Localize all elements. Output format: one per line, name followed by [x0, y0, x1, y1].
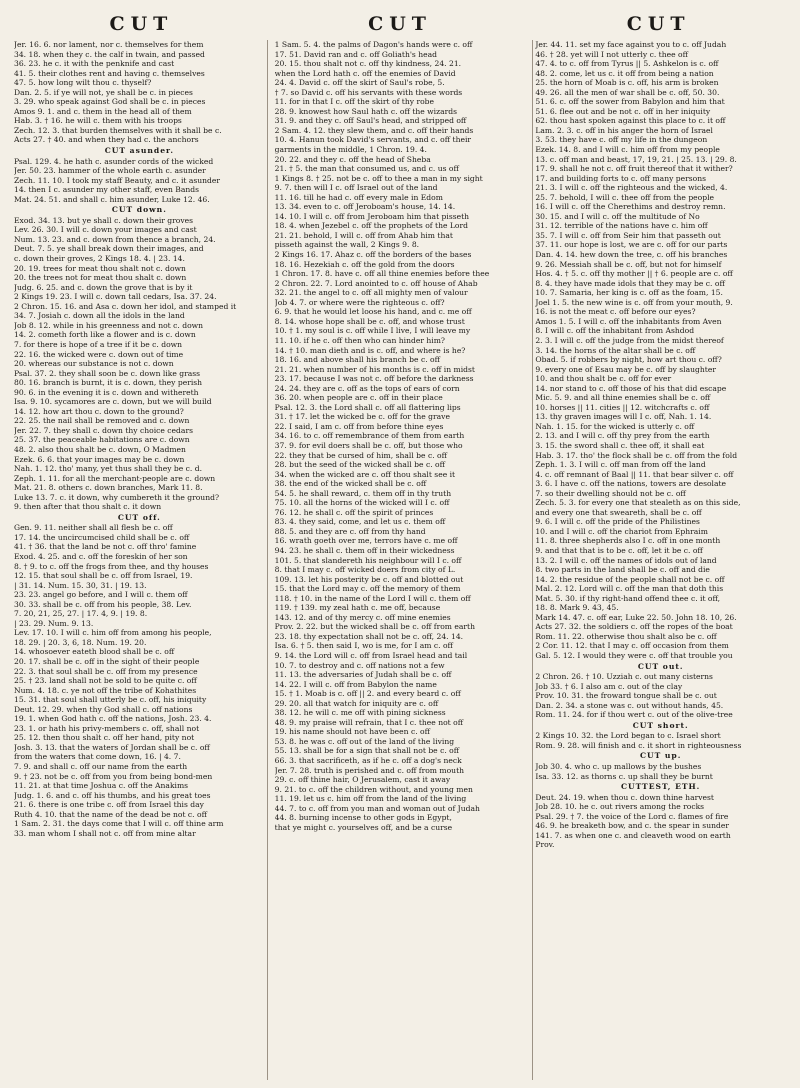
entry-line: 101. 5. that slandereth his neighbour will I c. off	[274, 555, 462, 565]
entry-line: 13. c. off man and beast, 17, 19, 21. | 25. 13. | 29. 8.	[535, 154, 737, 164]
entry-line: 17. 51. David ran and c. off Goliath's head	[274, 49, 438, 59]
entry-line: 38. 12. he will c. me off with pining sickness	[274, 708, 446, 718]
entry-line: 19. his name should not have been c. off	[274, 727, 431, 737]
entry-line: 2. 3. I will c. off the judge from the midst thereof	[535, 335, 724, 345]
entry-line: 15. † 1. Moab is c. off || 2. and every beard c. off	[274, 689, 461, 699]
entry-line: Mat. 24. 51. and shall c. him asunder, Luke 12. 46.	[14, 194, 210, 204]
entry-line: 23. 17. because I was not c. off before the darkness	[274, 374, 474, 384]
entry-line: 8. two parts in the land shall be c. off and die	[535, 565, 710, 575]
entry-line: 7. 9. and shall c. off our name from the earth	[14, 762, 188, 772]
entry-line: Num. 13. 23. and c. down from thence a branch, 24.	[14, 234, 216, 244]
entry-line: 41. 5. their clothes rent and having c. themselves	[14, 68, 205, 78]
entry-line: 3. 15. the sword shall c. thee off, it shall eat	[535, 440, 705, 450]
entry-line: 35. 7. I will c. off from Seir him that passeth out	[535, 230, 721, 240]
subheading: CUT off.	[117, 512, 161, 522]
subheading: CUT asunder.	[104, 146, 174, 156]
entry-line: 10. and thou shalt be c. off for ever	[535, 374, 672, 384]
entry-line: 20. 15. thou shalt not c. off thy kindness, 24. 21.	[274, 59, 462, 69]
entry-line: 11. for in that I c. off the skirt of thy robe	[274, 97, 435, 107]
entry-line: 25. 12. then thou shalt c. off her hand, pity not	[14, 733, 195, 743]
entry-line: 30. 15. and I will c. off the multitude of No	[535, 211, 700, 221]
entry-line: 17. and building forts to c. off many persons	[535, 173, 707, 183]
entry-line: Zech. 5. 3. for every one that stealeth as on this side,	[535, 498, 741, 508]
entry-line: 16. I will c. off the Cherethims and destroy remn.	[535, 202, 726, 212]
entry-line: Prov.	[535, 840, 555, 850]
entry-line: Job 28. 10. he c. out rivers among the rocks	[535, 802, 705, 812]
entry-line: 29. 20. all that watch for iniquity are c. off	[274, 698, 439, 708]
entry-line: 49. 26. all the men of war shall be c. off, 50. 30.	[535, 87, 720, 97]
subheading: CUT out.	[637, 661, 684, 671]
entry-line: 21. 21. behold, I will c. off from Ahab him that	[274, 230, 453, 240]
entry-line: 44. 8. burning incense to other gods in Egypt,	[274, 813, 452, 823]
entry-line: Mat. 5. 30. if thy right-hand offend thee c. it off,	[535, 593, 721, 603]
entry-line: 51. 6. c. off the sower from Babylon and him that	[535, 97, 725, 107]
entry-line: Num. 4. 18. c. ye not off the tribe of Kohathites	[14, 685, 197, 695]
entry-line: 15. that the Lord may c. off the memory of them	[274, 584, 461, 594]
entry-line: 8. I will c. off the inhabitant from Ashdod	[535, 326, 695, 336]
entry-line: 62. thou hast spoken against this place to c. it off	[535, 116, 726, 126]
entry-line: Hos. 4. † 5. c. off thy mother || † 6. people are c. off	[535, 269, 733, 279]
entry-line: 1 Chron. 17. 8. have c. off all thine enemies before thee	[274, 269, 490, 279]
entry-line: Obad. 5. if robbers by night, how art thou c. off?	[535, 355, 722, 365]
entry-line: 2 Sam. 4. 12. they slew them, and c. off their hands	[274, 125, 474, 135]
entry-line: 10. 7. Samaria, her king is c. off as the foam, 15.	[535, 288, 723, 298]
entry-line: 2. 13. and I will c. off thy prey from the earth	[535, 431, 710, 441]
entry-line: 118. † 10. in the name of the Lord I will c. them off	[274, 593, 471, 603]
entry-line: 19. 1. when God hath c. off the nations, Josh. 23. 4.	[14, 714, 212, 724]
entry-line: 143. 12. and of thy mercy c. off mine enemies	[274, 612, 451, 622]
entry-line: when the Lord hath c. off the enemies of David	[274, 68, 456, 78]
column-middle	[275, 40, 526, 1080]
entry-line: 14. † 10. man dieth and is c. off, and where is he?	[274, 345, 466, 355]
entry-line: 90. 6. in the evening it is c. down and withereth	[14, 387, 199, 397]
entry-line: Rom. 9. 28. will finish and c. it short in righteousness	[535, 740, 742, 750]
entry-line: | 23. 29. Num. 9. 13.	[14, 618, 94, 628]
entry-line: 22. 25. the nail shall be removed and c. down	[14, 416, 190, 426]
entry-line: 22. I said, I am c. off from before thine eyes	[274, 421, 444, 431]
entry-line: Acts 27. † 40. and when they had c. the anchors	[14, 135, 199, 145]
entry-line: 11. 13. the adversaries of Judah shall be c. off	[274, 670, 452, 680]
entry-line: Deut. 7. 5. ye shall break down their images, and	[14, 244, 204, 254]
entry-line: 80. 16. branch is burnt, it is c. down, they perish	[14, 378, 203, 388]
entry-line: Hab. 3. † 16. he will c. them with his troops	[14, 116, 182, 126]
column-rule	[267, 40, 268, 1080]
entry-line: Jer. 7. 28. truth is perished and c. off from mouth	[274, 765, 465, 775]
entry-line: Acts 27. 32. the soldiers c. off the ropes of the boat	[535, 622, 733, 632]
entry-line: 23. 18. thy expectation shall not be c. off, 24. 14.	[274, 631, 464, 641]
entry-line: 16. wrath goeth over me, terrors have c. me off	[274, 536, 458, 546]
entry-line: Job 30. 4. who c. up mallows by the bushes	[535, 762, 702, 772]
entry-line: Ezek. 14. 8. and I will c. him off from my people	[535, 145, 720, 155]
entry-line: 2 Chron. 26. † 10. Uzziah c. out many cisterns	[535, 672, 713, 682]
entry-line: Isa. 6. † 5. then said I, wo is me, for I am c. off	[274, 641, 453, 651]
entry-line: 10. and I will c. off the chariot from Ephraim	[535, 526, 708, 536]
entry-line: 1 Kings 8. † 25. not be c. off to thee a man in my sight	[274, 173, 483, 183]
entry-line: 7. for there is hope of a tree if it be c. down	[14, 339, 183, 349]
entry-line: Prov. 2. 22. but the wicked shall be c. off from earth	[274, 622, 476, 632]
column-left	[14, 40, 265, 1080]
running-head-center: CUT	[368, 13, 432, 35]
entry-line: 48. 9. my praise will refrain, that I c. thee not off	[274, 717, 464, 727]
entry-line: 10. horses || 11. cities || 12. witchcrafts c. off	[535, 402, 710, 412]
entry-line: Rom. 11. 24. for if thou wert c. out of the olive-tree	[535, 710, 733, 720]
entry-line: 23. 23. angel go before, and I will c. them off	[14, 590, 188, 600]
entry-line: 46. † 28. yet will I not utterly c. thee off	[535, 49, 688, 59]
entry-line: 2 Cor. 11. 12. that I may c. off occasion from them	[535, 641, 729, 651]
entry-line: Lev. 26. 30. I will c. down your images and cast	[14, 225, 197, 235]
entry-line: Hab. 3. 17. tho' the flock shall be c. off from the fold	[535, 450, 738, 460]
entry-line: 14. 22. I will c. off from Babylon the name	[274, 679, 437, 689]
entry-line: 11. 19. let us c. him off from the land of the living	[274, 794, 467, 804]
entry-line: 22. 3. that soul shall be c. off from my presence	[14, 666, 198, 676]
entry-line: 4. c. off remnant of Baal || 11. that bear silver c. off	[535, 469, 734, 479]
entry-line: Judg. 1. 6. and c. off his thumbs, and his great toes	[14, 790, 211, 800]
entry-line: 14. then I c. asunder my other staff, even Bands	[14, 185, 200, 195]
entry-line: 109. 13. let his posterity be c. off and blotted out	[274, 574, 464, 584]
running-head-right: CUT	[626, 13, 691, 35]
entry-line: 21. 21. when number of his months is c. off in midst	[274, 364, 475, 374]
entry-line: 36. 23. he c. it with the penknife and cast	[14, 59, 175, 69]
entry-line: 18. 29. | 20. 3, 6, 18. Num. 19. 20.	[14, 637, 147, 647]
entry-line: 18. 16. and above shall his branch be c. off	[274, 355, 441, 365]
entry-line: 23. 1. or hath his privy-members c. off, shall not	[14, 723, 200, 733]
entry-line: 2 Kings 16. 17. Ahaz c. off the borders of the bases	[274, 250, 472, 260]
entry-line: 22. 16. the wicked were c. down out of time	[14, 349, 184, 359]
entry-line: Jer. 50. 23. hammer of the whole earth c. asunder	[14, 166, 206, 176]
entry-line: 32. 21. the angel to c. off all mighty men of valour	[274, 288, 468, 298]
entry-line: 20. 17. shall be c. off in the sight of their people	[14, 657, 200, 666]
columns	[14, 40, 786, 1080]
entry-line: 11. 8. three shepherds also I c. off in one month	[535, 536, 721, 546]
entry-line: 3. 29. who speak against God shall be c. in pieces	[14, 97, 206, 107]
subheading: CUT up.	[639, 751, 682, 761]
entry-line: Joel 1. 5. the new wine is c. off from your mouth, 9.	[535, 297, 733, 307]
entry-line: 14. 12. how art thou c. down to the ground?	[14, 406, 184, 416]
entry-line: Job 4. 7. or where were the righteous c. off?	[274, 297, 445, 307]
entry-line: Jer. 16. 6. nor lament, nor c. themselves for them	[14, 40, 204, 49]
entry-line: 14. 10. I will c. off from Jeroboam him that pisseth	[274, 211, 470, 221]
entry-line: pisseth against the wall, 2 Kings 9. 8.	[274, 240, 420, 250]
entry-line: 48. 2. also thou shalt be c. down, O Madmen	[14, 444, 186, 454]
entry-line: 34. 7. Josiah c. down all the idols in the land	[14, 311, 185, 321]
entry-line: Psal. 29. † 7. the voice of the Lord c. flames of fire	[535, 811, 729, 821]
entry-line: 21. 3. I will c. off the righteous and the wicked, 4.	[535, 183, 728, 193]
entry-line: and every one that sweareth, shall be c. off	[535, 507, 702, 517]
entry-line: 34. 16. to c. off remembrance of them from earth	[274, 431, 465, 441]
entry-line: 9. every one of Esau may be c. off by slaughter	[535, 364, 716, 374]
entry-line: 31. 12. terrible of the nations have c. him off	[535, 221, 708, 231]
entry-line: Judg. 6. 25. and c. down the grove that is by it	[14, 282, 193, 292]
entry-line: 141. 7. as when one c. and cleaveth wood on earth	[535, 830, 731, 840]
entry-line: 10. 7. to destroy and c. off nations not a few	[274, 660, 445, 670]
entry-line: 3. 14. the horns of the altar shall be c. off	[535, 345, 696, 355]
entry-line: 9. † 23. not be c. off from you from being bond-men	[14, 771, 213, 781]
entry-line: Dan. 2. 5. if ye will not, ye shall be c. in pieces	[14, 87, 193, 97]
entry-line: Luke 13. 7. c. it down, why cumbereth it the ground?	[14, 492, 220, 502]
running-head-left: CUT	[109, 13, 174, 35]
entry-line: 75. 10. all the horns of the wicked will I c. off	[274, 498, 450, 508]
entry-line: Zech. 12. 3. that burden themselves with it shall be c.	[14, 125, 222, 135]
entry-line: 31. † 17. let the wicked be c. off for the grave	[274, 412, 450, 422]
entry-line: 25. † 23. land shall not be sold to be quite c. off	[14, 676, 197, 686]
entry-line: 48. 2. come, let us c. it off from being a nation	[535, 68, 714, 78]
entry-line: Mal. 2. 12. Lord will c. off the man that doth this	[535, 584, 724, 594]
entry-line: 20. the trees not for meat thou shalt c. down	[14, 273, 187, 283]
entry-line: Dan. 2. 34. a stone was c. out without hands, 45.	[535, 700, 724, 710]
entry-line: Ruth 4. 10. that the name of the dead be not c. off	[14, 809, 207, 819]
entry-line: | 31. 14. Num. 15. 30, 31. | 19. 13.	[14, 580, 147, 590]
entry-line: Isa. 33. 12. as thorns c. up shall they be burnt	[535, 771, 713, 781]
entry-line: Psal. 12. 3. the Lord shall c. off all flattering lips	[274, 402, 461, 412]
entry-line: c. down their groves, 2 Kings 18. 4. | 23. 14.	[14, 254, 185, 264]
entry-line: 7. 20, 21, 25, 27. | 17. 4, 9. | 19. 8.	[14, 609, 148, 619]
entry-line: 53. 8. he was c. off out of the land of the living	[274, 736, 455, 746]
entry-line: Gal. 5. 12. I would they were c. off that trouble you	[535, 651, 733, 660]
entry-line: 21. 6. there is one tribe c. off from Israel this day	[14, 800, 204, 810]
entry-line: Zech. 11. 10. I took my staff Beauty, and c. it asunder	[14, 175, 221, 185]
entry-line: 30. 33. shall be c. off from his people, 38. Lev.	[14, 599, 192, 609]
entry-line: 14. whosoever eateth blood shall be c. off	[14, 647, 175, 657]
entry-line: 28. but the seed of the wicked shall be c. off	[274, 460, 445, 470]
entry-line: 14. 2. cometh forth like a flower and is c. down	[14, 330, 196, 340]
entry-line: † 7. so David c. off his servants with these words	[274, 87, 463, 97]
entry-line: 17. 14. the uncircumcised child shall be c. off	[14, 532, 190, 542]
entry-line: 46. 9. he breaketh bow, and c. the spear in sunder	[535, 821, 729, 831]
entry-line: 7. so their dwelling should not be c. off	[535, 488, 686, 498]
entry-line: Mark 14. 47. c. off ear, Luke 22. 50. John 18. 10, 26.	[535, 612, 737, 622]
entry-line: Zeph. 1. 3. I will c. off man from off the land	[535, 460, 706, 470]
entry-line: Lam. 2. 3. c. off in his anger the horn of Israel	[535, 125, 713, 135]
entry-line: Prov. 10. 31. the froward tongue shall be c. out	[535, 691, 717, 701]
entry-line: 34. when the wicked are c. off thou shalt see it	[274, 469, 456, 479]
entry-line: 3. 53. they have c. off my life in the dungeon	[535, 135, 708, 145]
entry-line: Ezek. 6. 6. that your images may be c. down	[14, 454, 185, 464]
entry-line: 88. 5. and they are c. off from thy hand	[274, 526, 426, 536]
entry-line: 9. 6. I will c. off the pride of the Philistines	[535, 517, 700, 527]
entry-line: 14. 2. the residue of the people shall not be c. off	[535, 574, 725, 584]
subheading: CUT down.	[111, 205, 167, 215]
entry-line: 83. 4. they said, come, and let us c. them off	[274, 517, 446, 527]
entry-line: 25. 7. behold, I will c. thee off from the people	[535, 192, 715, 202]
entry-line: 2 Chron. 22. 7. Lord anointed to c. off house of Ahab	[274, 278, 478, 288]
entry-line: 34. 18. when they c. the calf in twain, and passed	[14, 49, 205, 59]
entry-line: Deut. 12. 29. when thy God shall c. off nations	[14, 704, 193, 714]
entry-line: 24. 4. David c. off the skirt of Saul's robe, 5.	[274, 78, 445, 88]
entry-line: 11. 10. if he c. off then who can hinder him?	[274, 335, 445, 345]
subheading: CUT short.	[632, 720, 689, 730]
entry-line: Nah. 1. 15. for the wicked is utterly c. off	[535, 421, 695, 431]
entry-line: Josh. 3. 13. that the waters of Jordan shall be c. off	[14, 742, 210, 752]
entry-line: Rom. 11. 22. otherwise thou shalt also be c. off	[535, 631, 717, 641]
entry-line: 13. thy graven images will I c. off, Nah. 1. 14.	[535, 412, 712, 422]
entry-line: 20. whereas our substance is not c. down	[14, 359, 174, 369]
entry-line: Dan. 4. 14. hew down the tree, c. off his branches	[535, 250, 728, 260]
entry-line: 119. † 139. my zeal hath c. me off, because	[274, 603, 441, 613]
entry-line: 29. c. off thine hair, O Jerusalem, cast it away	[274, 775, 451, 785]
entry-line: 25. 37. the peaceable habitations are c. down	[14, 435, 190, 445]
column-rule	[532, 40, 533, 1080]
entry-line: 2 Kings 19. 23. I will c. down tall cedars, Isa. 37. 24.	[14, 292, 217, 302]
entry-line: 10. † 1. my soul is c. off while I live, I will leave my	[274, 326, 471, 336]
entry-line: 9. 7. then will I c. off Israel out of the land	[274, 183, 438, 193]
entry-line: 37. 11. our hope is lost, we are c. off for our parts	[535, 240, 728, 250]
entry-line: 10. 4. Hanun took David's servants, and c. off their	[274, 135, 472, 145]
entry-line: 54. 5. he shall reward, c. them off in thy truth	[274, 488, 452, 498]
entry-line: 18. 4. when Jezebel c. off the prophets of the Lord	[274, 221, 468, 231]
entry-line: 22. they that be cursed of him, shall be c. off	[274, 450, 447, 460]
entry-line: 36. 20. when people are c. off in their place	[274, 393, 443, 403]
entry-line: 14. nor stand to c. off those of his that did escape	[535, 383, 727, 393]
column-right	[535, 40, 786, 1080]
entry-line: 18. 16. Hezekiah c. off the gold from the doors	[274, 259, 455, 269]
entry-line: 47. 5. how long wilt thou c. thyself?	[14, 78, 152, 88]
entry-line: Isa. 9. 10. sycamores are c. down, but we will build	[14, 397, 212, 407]
entry-line: Job 8. 12. while in his greenness and not c. down	[14, 320, 204, 330]
entry-line: Psal. 37. 2. they shall soon be c. down like grass	[14, 368, 201, 378]
entry-line: Zeph. 1. 11. for all the merchant-people are c. down	[14, 473, 216, 483]
entry-line: 2 Kings 10. 32. the Lord began to c. Israel short	[535, 731, 721, 741]
entry-line: 37. 9. for evil doers shall be c. off, but those who	[274, 440, 463, 450]
entry-line: 9. and that that is to be c. off, let it be c. off	[535, 545, 703, 555]
entry-line: 16. is not the meat c. off before our eyes?	[535, 307, 696, 317]
entry-line: 94. 23. he shall c. them off in their wickedness	[274, 545, 455, 555]
entry-line: Psal. 129. 4. he hath c. asunder cords of the wicked	[14, 156, 214, 166]
entry-line: from the waters that come down, 16. | 4. 7.	[14, 752, 181, 762]
entry-line: 8. † 9. to c. off the frogs from thee, and thy houses	[14, 561, 209, 571]
entry-line: 38. the end of the wicked shall be c. off	[274, 479, 427, 489]
entry-line: 15. 31. that soul shall utterly be c. off, his iniquity	[14, 695, 207, 705]
entry-line: Gen. 9. 11. neither shall all flesh be c. off	[14, 523, 173, 533]
entry-line: 44. 7. to c. off from you man and woman out of Judah	[274, 803, 480, 813]
entry-line: garments in the middle, 1 Chron. 19. 4.	[274, 145, 427, 155]
entry-line: 41. † 36. that the land be not c. off thro' famine	[14, 542, 197, 552]
entry-line: 24. 24. they are c. off as the tops of ears of corn	[274, 383, 460, 393]
entry-line: 18. 8. Mark 9. 43, 45.	[535, 603, 619, 613]
entry-line: that ye might c. yourselves off, and be a curse	[274, 822, 453, 832]
entry-line: 55. 13. shall be for a sign that shall not be c. off	[274, 746, 460, 756]
entry-line: 1 Sam. 5. 4. the palms of Dagon's hands were c. off	[274, 40, 473, 49]
entry-line: 9. 14. the Lord will c. off from Israel head and tail	[274, 651, 468, 660]
entry-line: 12. 15. that soul shall be c. off from Israel, 19.	[14, 571, 193, 581]
entry-line: Mat. 21. 8. others c. down branches, Mark 11. 8.	[14, 483, 203, 493]
entry-line: 8. 14. whose hope shall be c. off, and whose trust	[274, 316, 465, 326]
entry-line: 2 Chron. 15. 16. and Asa c. down her idol, and stamped it	[14, 301, 237, 311]
entry-line: Amos 9. 1. and c. them in the head all of them	[14, 106, 192, 116]
running-heads	[14, 8, 786, 40]
entry-line: Jer. 44. 11. set my face against you to c. off Judah	[535, 40, 727, 49]
entry-line: Mic. 5. 9. and all thine enemies shall be c. off	[535, 393, 711, 403]
entry-line: 25. the horn of Moab is c. off, his arm is broken	[535, 78, 719, 88]
entry-line: 8. that I may c. off wicked doers from city of L.	[274, 565, 456, 575]
entry-line: 17. 9. shall he not c. off fruit thereof that it wither?	[535, 164, 733, 174]
subheading: CUTTEST, ETH.	[621, 782, 701, 792]
entry-line: 9. 21. to c. off the children without, and young men	[274, 784, 473, 794]
entry-line: Lev. 17. 10. I will c. him off from among his people,	[14, 628, 212, 638]
entry-line: 76. 12. he shall c. off the spirit of princes	[274, 507, 434, 517]
entry-line: Amos 1. 5. I will c. off the inhabitants from Aven	[535, 316, 722, 326]
entry-line: 20. 22. and they c. off the head of Sheba	[274, 154, 431, 164]
entry-line: Deut. 24. 19. when thou c. down thine harvest	[535, 792, 714, 802]
entry-line: 20. 19. trees for meat thou shalt not c. down	[14, 263, 186, 273]
entry-line: 13. 34. even to c. off Jeroboam's house, 14. 14.	[274, 202, 456, 212]
entry-line: Exod. 34. 13. but ye shall c. down their groves	[14, 215, 194, 225]
entry-line: 33. man whom I shall not c. off from mine altar	[14, 828, 196, 838]
entry-line: 1 Sam. 2. 31. the days come that I will c. off thine arm	[14, 819, 224, 829]
entry-line: Nah. 1. 12. tho' many, yet thus shall they be c. d.	[14, 464, 203, 474]
entry-line: Jer. 22. 7. they shall c. down thy choice cedars	[14, 425, 193, 435]
entry-line: 6. 9. that he would let loose his hand, and c. me off	[274, 307, 472, 317]
entry-line: 11. 16. till he had c. off every male in Edom	[274, 192, 443, 202]
entry-line: 21. † 5. the man that consumed us, and c. us off	[274, 164, 459, 174]
entry-line: 28. 9. knowest how Saul hath c. off the wizards	[274, 106, 458, 116]
entry-line: 3. 6. I have c. off the nations, towers are desolate	[535, 479, 727, 489]
entry-line: 66. 3. that sacrificeth, as if he c. off a dog's neck	[274, 756, 462, 766]
entry-line: 11. 21. at that time Joshua c. off the Anakims	[14, 781, 189, 791]
entry-line: 47. 4. to c. off from Tyrus || 5. Ashkelon is c. off	[535, 59, 719, 69]
entry-line: 51. 6. flee out and be not c. off in her iniquity	[535, 106, 711, 116]
entry-line: 13. 2. I will c. off the names of idols out of land	[535, 555, 717, 565]
entry-line: Exod. 4. 25. and c. off the foreskin of her son	[14, 551, 188, 561]
entry-line: 8. 4. they have made idols that they may be c. off	[535, 278, 725, 288]
entry-line: 9. then after that thou shalt c. it down	[14, 502, 162, 512]
entry-line: 9. 26. Messiah shall be c. off, but not for himself	[535, 259, 722, 269]
entry-line: Job 33. † 6. I also am c. out of the clay	[535, 681, 683, 691]
entry-line: 31. 9. and they c. off Saul's head, and stripped off	[274, 116, 467, 126]
